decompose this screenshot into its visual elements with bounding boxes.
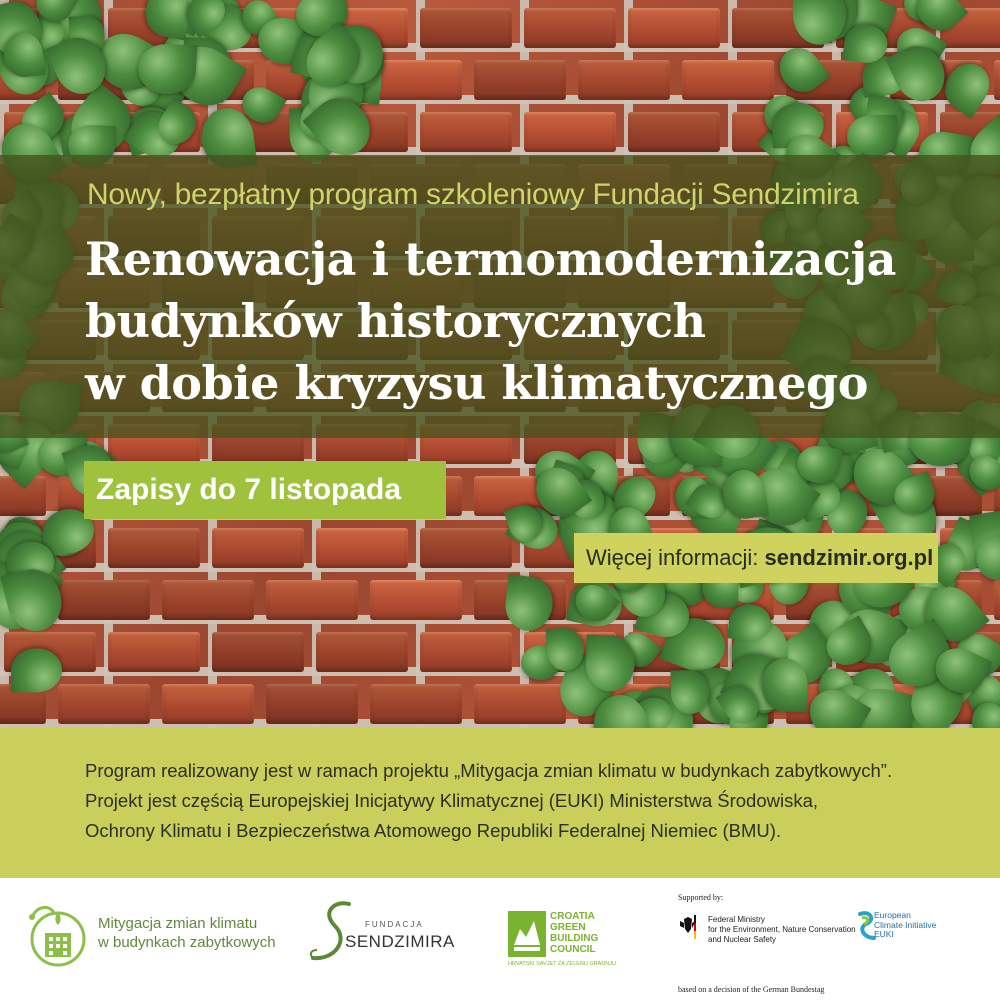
- main-title: [85, 228, 965, 414]
- bmu-line-2: for the Environment, Nature Conservation: [708, 925, 856, 934]
- euki-logo: [858, 908, 978, 948]
- ivy-leaf: [503, 574, 557, 634]
- ivy-leaf: [847, 115, 896, 158]
- info-line-1: Program realizowany jest w ramach projektu „Mitygacja zmian klimatu w budynkach zabytkowych”.: [85, 760, 893, 781]
- partner-logos: [0, 878, 1000, 1000]
- ivy-leaf: [771, 39, 830, 100]
- croatia-line-4: COUNCIL: [550, 944, 596, 955]
- mitygacja-line-2: w budynkach zabytkowych: [98, 934, 276, 951]
- title-line-3: w dobie kryzysu klimatycznego: [85, 356, 868, 410]
- croatia-gbc-icon: [508, 911, 546, 957]
- euki-line-1: European: [874, 910, 911, 920]
- euki-line-3: EUKI: [874, 929, 894, 939]
- bmu-name: [708, 915, 856, 945]
- sendzimir-name: SENDZIMIRA: [345, 932, 455, 951]
- title-line-2: budynków historycznych: [85, 294, 706, 348]
- croatia-line-2: GREEN: [550, 922, 586, 933]
- bundestag-note: based on a decision of the German Bundestag: [678, 985, 825, 994]
- sendzimir-foundation-logo: [305, 898, 455, 970]
- euki-line-2: Climate Initiative: [874, 919, 937, 930]
- supported-by-label: Supported by:: [678, 893, 724, 902]
- croatia-line-3: BUILDING: [550, 933, 599, 944]
- croatia-gbc-logo: [508, 911, 618, 971]
- program-subtitle: Nowy, bezpłatny program szkoleniowy Fundacji Sendzimira: [87, 178, 859, 211]
- signup-deadline-badge: Zapisy do 7 listopada: [84, 461, 446, 519]
- mitygacja-logo-text: [98, 914, 276, 952]
- mitygacja-logo: [28, 903, 288, 973]
- info-line-3: Ochrony Klimatu i Bezpieczeństwa Atomowego Republiki Federalnej Niemiec (BMU).: [85, 820, 782, 841]
- more-info-label: Więcej informacji:: [586, 545, 759, 570]
- german-eagle-flag-icon: [678, 915, 700, 939]
- ivy-leaf: [11, 648, 62, 692]
- sendzimir-small-text: FUNDACJA: [365, 920, 424, 929]
- ivy-leaf: [761, 658, 808, 712]
- bmu-line-3: and Nuclear Safety: [708, 935, 777, 944]
- project-info-text: [85, 756, 985, 846]
- bmu-line-1: Federal Ministry: [708, 915, 765, 924]
- website-link[interactable]: sendzimir.org.pl: [764, 545, 934, 570]
- bmu-logo: [678, 893, 856, 994]
- historic-building-icon: [28, 903, 88, 969]
- croatia-line-1: CROATIA: [550, 911, 595, 922]
- croatia-gbc-text: [550, 911, 598, 955]
- mitygacja-line-1: Mitygacja zmian klimatu: [98, 915, 258, 932]
- croatia-gbc-subtext: HRVATSKI SAVJET ZA ZELENU GRADNJU: [508, 961, 616, 967]
- euki-text: [874, 911, 936, 940]
- ivy-leaf: [585, 635, 636, 693]
- info-line-2: Projekt jest częścią Europejskiej Inicjatywy Klimatycznej (EUKI) Ministerstwa Środowiska,: [85, 790, 819, 811]
- ivy-leaf: [936, 55, 998, 119]
- title-line-1: Renowacja i termomodernizacja: [85, 232, 896, 286]
- more-info-badge: [574, 533, 938, 583]
